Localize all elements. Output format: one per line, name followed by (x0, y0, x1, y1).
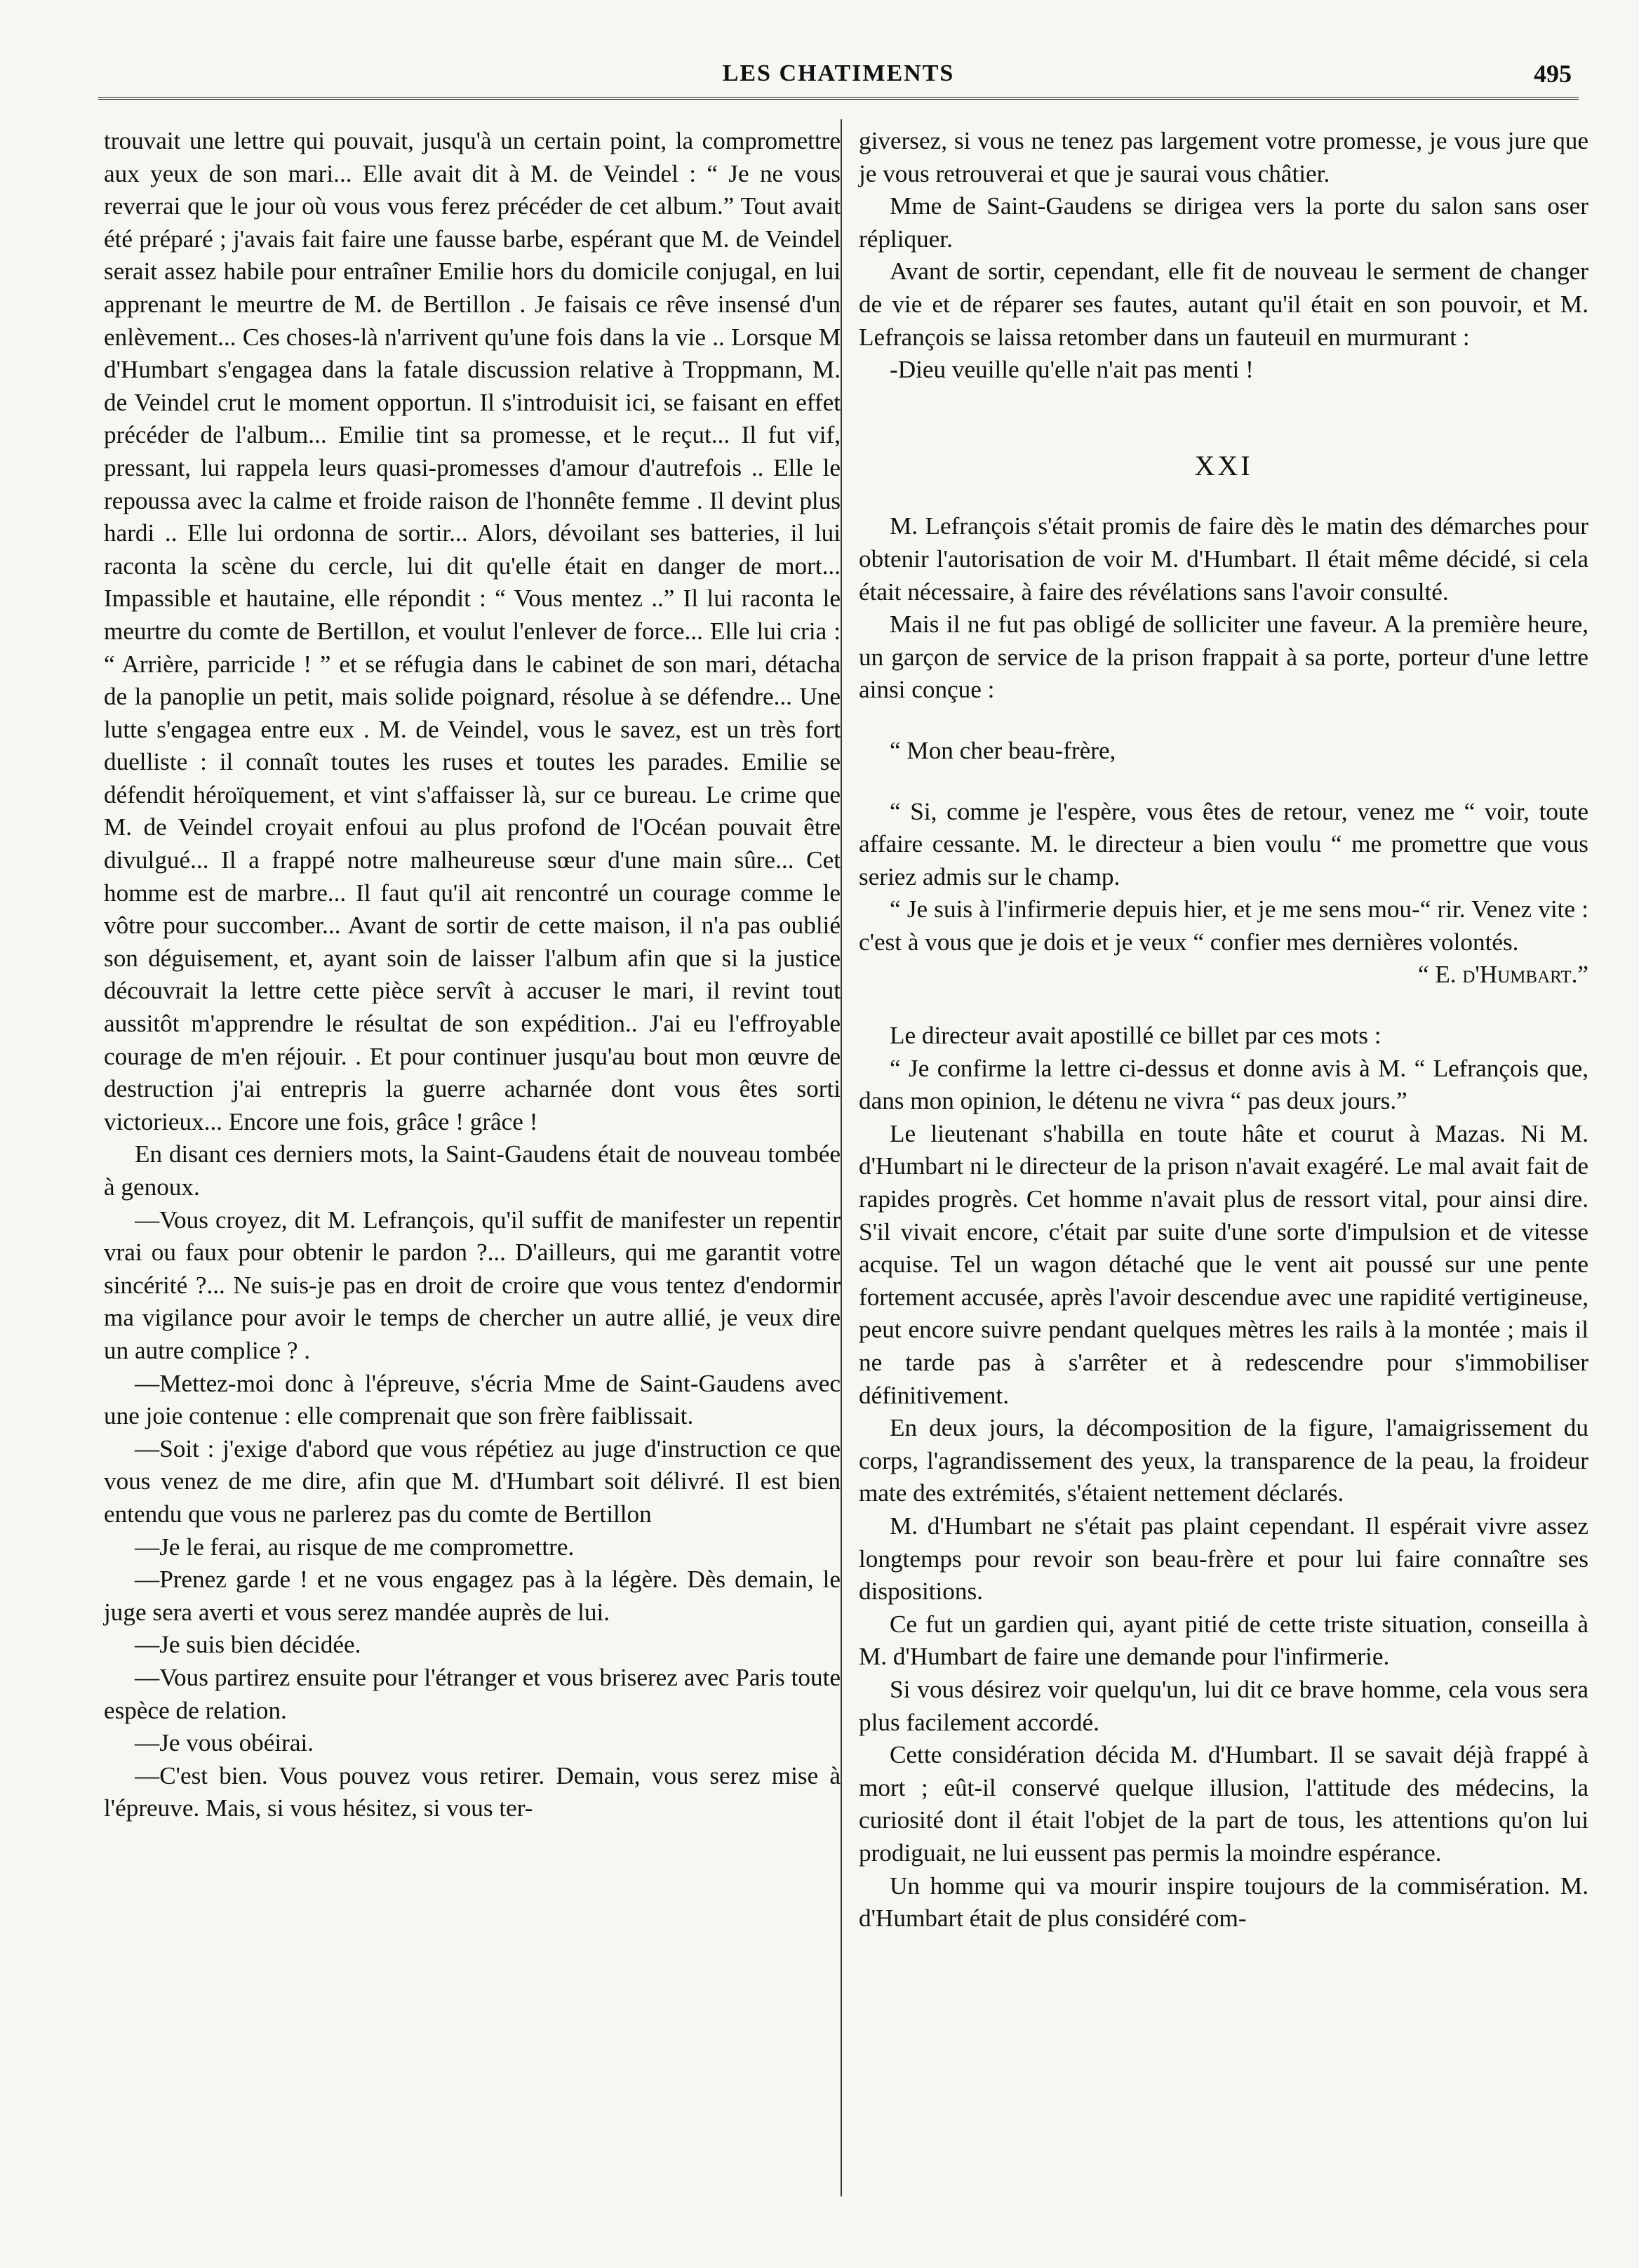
dialogue-line: —C'est bien. Vous pouvez vous retirer. Demain, vous serez mise à l'épreuve. Mais, si vous hésitez, si vous ter- (104, 1761, 841, 1822)
dialogue-line: —Vous croyez, dit M. Lefrançois, qu'il suffit de manifester un repentir vrai ou faux pour obtenir le pardon ?... D'ailleurs, qui me garantit votre sincérité ?... Ne suis-je pas en droit de croire que vous tentez d'endormir ma vigilance pour avoir le temps de chercher un autre allié, je veux dire un autre complice ? . (104, 1206, 841, 1364)
paragraph: Le directeur avait apostillé ce billet par ces mots : (890, 1022, 1382, 1050)
spacer (859, 387, 1588, 429)
right-column (859, 125, 1588, 1935)
chapter-heading: XXI (1194, 449, 1253, 481)
paragraph: En disant ces derniers mots, la Saint-Gaudens était de nouveau tombée à genoux. (104, 1140, 841, 1201)
dialogue-line: —Je suis bien décidée. (135, 1631, 361, 1659)
paragraph: En deux jours, la décomposition de la figure, l'amaigrissement du corps, l'agrandissement des yeux, la transparence de la peau, la froideur mate des extrémités, s'étaient nettement déclarés. (859, 1414, 1588, 1507)
page-header (98, 56, 1579, 98)
paragraph: “ Je confirme la lettre ci-dessus et donne avis à M. “ Lefrançois que, dans mon opinion, le détenu ne vivra “ pas deux jours.” (859, 1054, 1588, 1115)
letter-salutation: “ Mon cher beau-frère, (890, 736, 1116, 764)
paragraph: Mme de Saint-Gaudens se dirigea vers la porte du salon sans oser répliquer. (859, 192, 1588, 253)
paragraph: giversez, si vous ne tenez pas largement votre promesse, je vous jure que je vous retrouverai et que je saurai vous châtier. (859, 127, 1588, 187)
spacer (859, 992, 1588, 1020)
paragraph: Mais il ne fut pas obligé de solliciter une faveur. A la première heure, un garçon de service de la prison frappait à sa porte, porteur d'une lettre ainsi conçue : (859, 611, 1588, 704)
paragraph: -Dieu veuille qu'elle n'ait pas menti ! (890, 356, 1254, 384)
paragraph: Si vous désirez voir quelqu'un, lui dit ce brave homme, cela vous sera plus facilement accordé. (859, 1675, 1588, 1736)
column-divider (841, 119, 842, 2196)
spacer (859, 707, 1588, 735)
dialogue-line: —Prenez garde ! et ne vous engagez pas à la légère. Dès demain, le juge sera averti et vous serez mandée auprès de lui. (104, 1566, 841, 1626)
letter-paragraph: “ Si, comme je l'espère, vous êtes de retour, venez me “ voir, toute affaire cessante. M. le directeur a bien voulu “ me promettre que vous seriez admis sur le champ. (859, 797, 1588, 890)
letter-signature: “ E. d'Humbart.” (1417, 961, 1588, 989)
paragraph: trouvait une lettre qui pouvait, jusqu'à un certain point, la compromettre aux yeux de son mari... Elle avait dit à M. de Veindel : “ Je ne vous reverrai que le jour où vous vous ferez précéder de cet album.” Tout avait été préparé ; j'avais fait faire une fausse barbe, espérant que M. de Veindel serait assez habile pour entraîner Emilie hors du domicile conjugal, en lui apprenant le meurtre de M. de Bertillon . Je faisais ce rêve insensé d'un enlèvement... Ces choses-là n'arrivent qu'une fois dans la vie .. Lorsque M d'Humbart s'engagea dans la fatale discussion relative à Troppmann, M. de Veindel crut le moment opportun. Il s'introduisit ici, se faisant en effet précéder de l'album... Emilie tint sa promesse, et le reçut... Il fut vif, pressant, lui rappela leurs quasi-promesses d'amour d'autrefois .. Elle le repoussa avec la calme et froide raison de l'honnête femme . Il devint plus hardi .. Elle lui ordonna de sortir... Alors, dévoilant ses batteries, il lui raconta la scène du cercle, lui dit qu'elle était en danger de mort... Impassible et hautaine, elle répondit : “ Vous mentez ..” Il lui raconta le meurtre du comte de Bertillon, et voulut l'enlever de force... Elle lui cria : “ Arrière, parricide ! ” et se réfugia dans le cabinet de son mari, détacha de la panoplie un petit, mais solide poignard, résolue à se défendre... Une lutte s'engagea entre eux . M. de Veindel, vous le savez, est un très fort duelliste : il connaît toutes les ruses et toutes les parades. Emilie se défendit héroïquement, et vint s'affaisser là, sur ce bureau. Le crime que M. de Veindel croyait enfoui au plus profond de l'Océan pouvait être divulgué... Il a frappé notre malheureuse sœur d'une main sûre... Cet homme est de marbre... Il faut qu'il ait rencontré un courage comme le vôtre pour succomber... Avant de sortir de cette maison, il n'a pas oublié son déguisement, et, ayant soin de laisser l'album afin que si la justice découvrait la lettre cette pièce servît à accuser le mari, il revint tout aussitôt m'apprendre le résultat de son expédition.. J'ai eu l'effroyable courage de m'en réjouir. . Et pour continuer jusqu'au bout mon œuvre de destruction j'ai entrepris la guerre acharnée dont vous êtes sorti victorieux... Encore une fois, grâce ! grâce ! (104, 127, 841, 1135)
paragraph: Ce fut un gardien qui, ayant pitié de cette triste situation, conseilla à M. d'Humbart de faire une demande pour l'infirmerie. (859, 1610, 1588, 1671)
spacer (859, 768, 1588, 796)
paragraph: M. d'Humbart ne s'était pas plaint cependant. Il espérait vivre assez longtemps pour revoir son beau-frère et pour lui faire connaître ses dispositions. (859, 1512, 1588, 1606)
paragraph: Avant de sortir, cependant, elle fit de nouveau le serment de changer de vie et de réparer ses fautes, autant qu'il était en son pouvoir, et M. Lefrançois se laissa retomber dans un fauteuil en murmurant : (859, 258, 1588, 351)
paragraph: Le lieutenant s'habilla en toute hâte et courut à Mazas. Ni M. d'Humbart ni le directeur de la prison n'avait exagéré. Le mal avait fait de rapides progrès. Cet homme n'avait plus de ressort vital, pour ainsi dire. S'il vivait encore, c'était par suite d'une sorte d'impulsion et de vitesse acquise. Tel un wagon détaché que le vent ait poussé sur une pente fortement accusée, après l'avoir descendue avec une rapidité vertigineuse, peut encore suivre pendant quelques mètres les rails à la montée ; mais il ne tarde pas à s'arrêter et à redescendre pour s'immobiliser définitivement. (859, 1119, 1588, 1409)
dialogue-line: —Vous partirez ensuite pour l'étranger et vous briserez avec Paris toute espèce de relation. (104, 1663, 841, 1724)
header-rule (98, 97, 1579, 100)
letter-paragraph: “ Je suis à l'infirmerie depuis hier, et je me sens mou-“ rir. Venez vite : c'est à vous que je dois et je veux “ confier mes dernières volontés. (859, 895, 1588, 956)
dialogue-line: —Je vous obéirai. (135, 1729, 314, 1757)
dialogue-line: —Mettez-moi donc à l'épreuve, s'écria Mme de Saint-Gaudens avec une joie contenue : elle comprenait que son frère faiblissait. (104, 1369, 841, 1430)
left-column (104, 125, 841, 1825)
page-number: 495 (1534, 60, 1572, 88)
letter-block (859, 735, 1588, 992)
paragraph: Cette considération décida M. d'Humbart. Il se savait déjà frappé à mort ; eût-il conservé quelque illusion, l'attitude des médecins, la curiosité dont il était l'objet de la part de tous, les attentions qu'on lui prodiguait, ne lui eussent pas permis la moindre espérance. (859, 1741, 1588, 1867)
dialogue-line: —Soit : j'exige d'abord que vous répétiez au juge d'instruction ce que vous venez de me dire, afin que M. d'Humbart soit délivré. Il est bien entendu que vous ne parlerez pas du comte de Bertillon (104, 1434, 841, 1528)
dialogue-line: —Je le ferai, au risque de me compromettre. (135, 1533, 575, 1561)
paragraph: M. Lefrançois s'était promis de faire dès le matin des démarches pour obtenir l'autorisation de voir M. d'Humbart. Il était même décidé, si cela était nécessaire, à faire des révélations sans l'avoir consulté. (859, 512, 1588, 606)
running-title: LES CHATIMENTS (722, 60, 955, 86)
paragraph: Un homme qui va mourir inspire toujours de la commisération. M. d'Humbart était de plus considéré com- (859, 1872, 1588, 1933)
